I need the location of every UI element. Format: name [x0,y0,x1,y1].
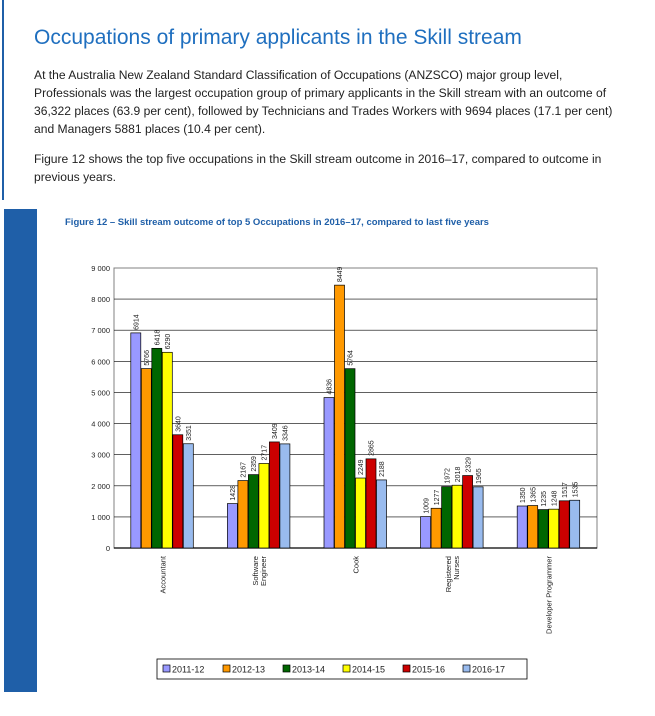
bar [559,501,569,548]
data-label: 2249 [358,459,366,476]
bar [259,463,269,548]
data-label: 1517 [561,482,569,498]
bar [227,504,237,548]
bar [324,398,334,548]
bar [248,475,258,548]
chart-bars [131,285,580,548]
legend-label: 2016-17 [472,664,506,675]
legend-label: 2014-15 [352,664,386,675]
data-label: 1235 [540,490,548,507]
page-heading: Occupations of primary applicants in the Skill stream [34,26,522,49]
bar-chart [37,209,637,692]
chart-container [37,209,637,692]
bar [131,333,141,548]
y-tick-label: 3 000 [91,450,110,460]
data-label: 2359 [251,456,259,472]
data-label: 2717 [261,444,269,461]
y-axis-ticks [91,264,110,553]
bar [162,352,172,548]
chart-title: Figure 12 – Skill stream outcome of top 5 Occupations in 2016–17, compared to last five years [65,217,489,228]
data-label: 1972 [444,468,452,484]
bar [452,485,462,548]
bar [345,369,355,548]
bar [570,500,580,548]
y-tick-label: 9 000 [91,264,110,273]
data-label: 1535 [572,481,580,498]
data-label: 6914 [133,314,141,330]
y-tick-label: 4 000 [91,419,110,429]
data-label: 5764 [347,350,355,366]
category-label: Engineer [258,556,268,587]
bar [473,487,483,548]
bar [442,487,452,548]
bar [463,476,473,548]
data-label: 3409 [272,423,280,439]
intro-paragraph: At the Australia New Zealand Standard Classification of Occupations (ANZSCO) major group level, Professionals was the largest occupation group of primary applicants in the Skill stream with an outcome of 36,322 places (63.9 per cent), followed by Technicians and Trades Workers with 9694 places (17.1 per cent) and Managers 5881 places (10.4 per cent). [34,68,613,136]
figure-reference-paragraph: Figure 12 shows the top five occupations in the Skill stream outcome in 2016–17, compared to outcome in previous years. [34,152,602,184]
category-labels [158,555,553,634]
data-label: 1248 [551,490,559,507]
legend-label: 2011-12 [172,664,205,675]
legend-swatch [283,665,290,672]
bar [366,459,376,548]
bar [538,510,548,548]
y-tick-label: 6 000 [91,357,110,367]
y-tick-label: 1 000 [91,512,110,522]
data-label: 2188 [379,461,387,477]
y-tick-label: 5 000 [91,388,110,398]
data-label: 3346 [282,425,290,441]
bar [152,348,162,548]
bar [431,508,441,548]
bar [238,481,248,548]
data-label: 6290 [165,333,173,350]
data-label: 2865 [368,440,376,456]
left-accent-line [2,0,4,200]
legend-swatch [223,665,230,672]
bar [421,517,431,548]
bar [517,506,527,548]
category-label: Accountant [158,556,168,594]
bar [335,285,345,548]
bar [377,480,387,548]
data-label: 1965 [475,468,483,484]
legend-label: 2015-16 [412,664,446,675]
category-label: Nurses [452,556,462,580]
data-label: 1350 [519,487,527,503]
blue-side-bar [4,209,37,692]
data-label: 1277 [433,489,441,506]
data-label: 1009 [423,498,431,514]
data-label: 3351 [186,425,194,441]
data-label: 5766 [144,350,152,366]
data-label: 2167 [240,462,248,478]
legend-swatch [463,665,470,672]
chart-legend [157,659,527,679]
bar [280,444,290,548]
legend-label: 2013-14 [292,664,326,675]
category-label: Cook [351,556,361,574]
y-tick-label: 2 000 [91,481,110,491]
bar [141,369,151,548]
data-label: 2018 [454,466,462,483]
bar [356,478,366,548]
data-label: 4836 [326,378,334,395]
bar [528,506,538,548]
legend-swatch [403,665,410,672]
category-label: Developer Programmer [544,556,554,634]
bar [549,509,559,548]
bar [173,435,183,548]
y-tick-label: 0 [105,544,110,553]
legend-label: 2012-13 [232,664,266,675]
data-label: 6418 [154,329,162,346]
bar [183,444,193,548]
data-label: 2329 [465,456,473,473]
data-label: 1428 [230,484,238,501]
y-tick-label: 7 000 [91,326,110,336]
legend-swatch [163,665,170,672]
data-label: 1365 [530,486,538,503]
category-label: Registered [444,556,454,593]
legend-swatch [343,665,350,672]
y-tick-label: 8 000 [91,295,110,305]
category-label: Software [250,556,260,586]
bar-data-labels [134,266,580,513]
bar [269,442,279,548]
data-label: 8449 [337,266,345,283]
data-label: 3640 [175,416,183,432]
